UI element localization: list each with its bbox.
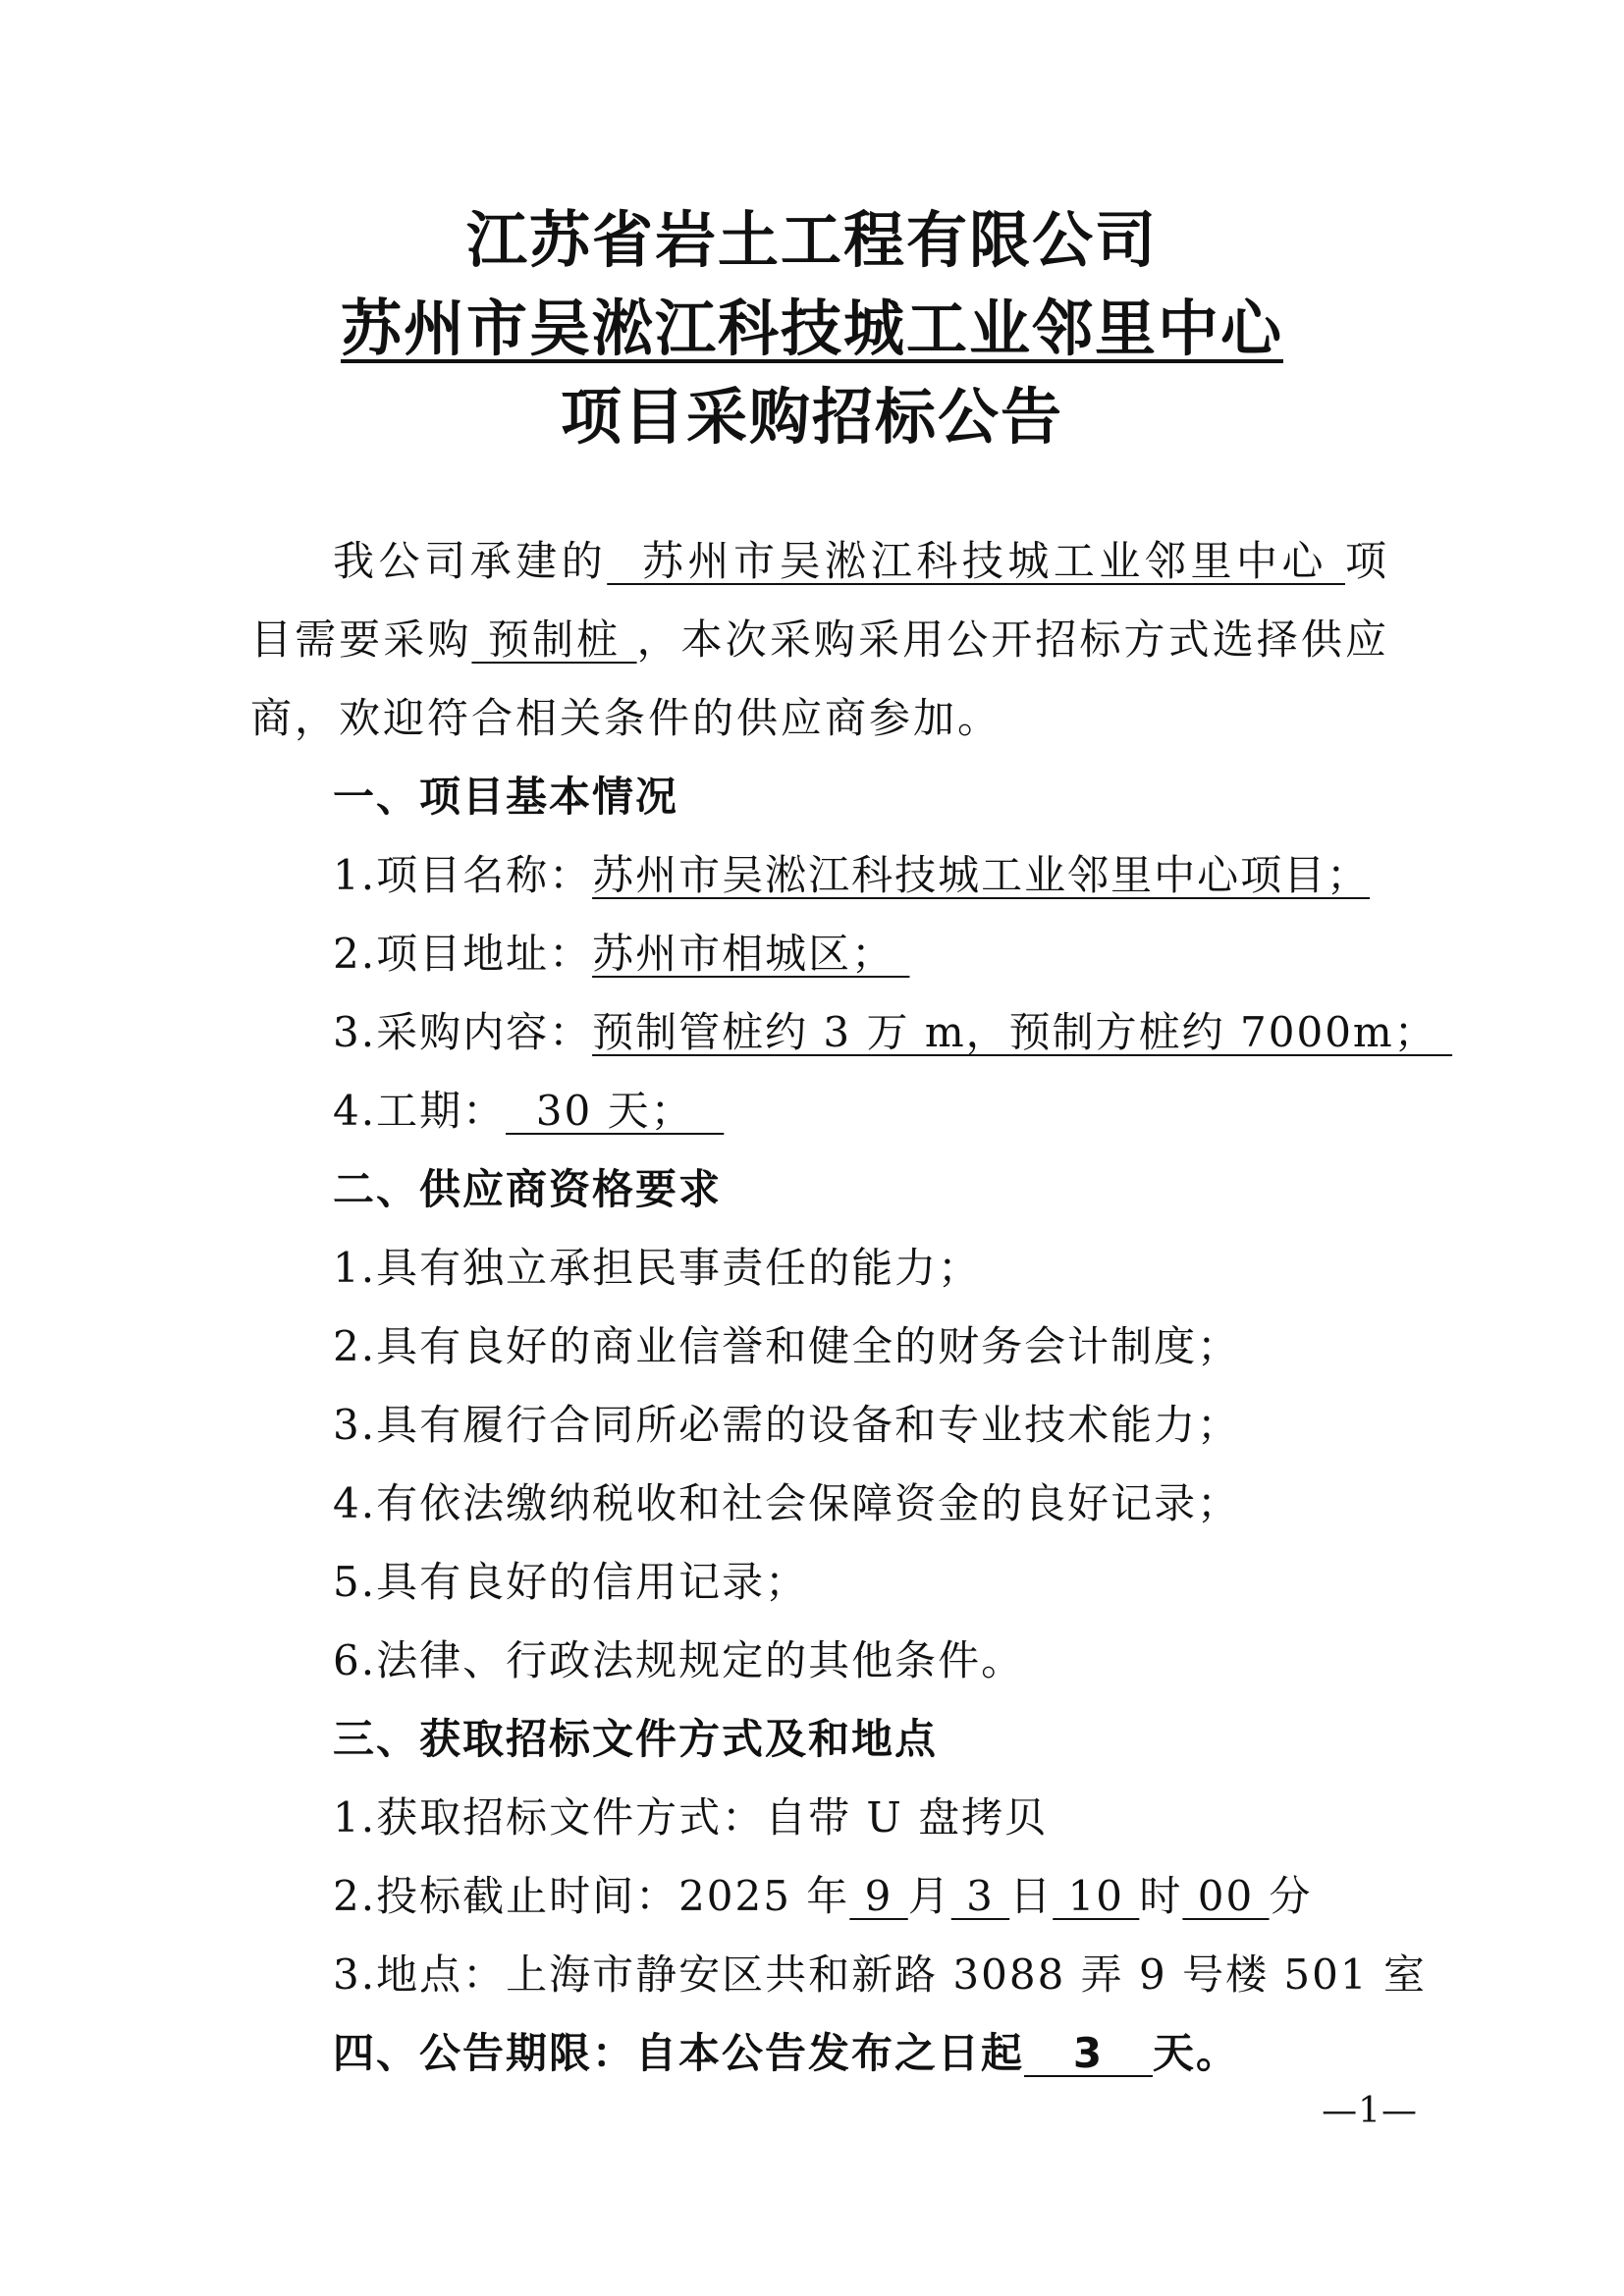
deadline-label: 2.投标截止时间：2025 年 <box>333 1872 850 1920</box>
intro-paragraph <box>250 522 1389 758</box>
deadline-day-unit: 日 <box>1009 1872 1054 1920</box>
document-body <box>250 522 1453 2093</box>
notice-period-unit: 天。 <box>1152 2029 1239 2077</box>
notice-period-label: 四、公告期限：自本公告发布之日起 <box>333 2029 1025 2077</box>
project-address-value: 苏州市相城区； <box>592 930 910 978</box>
announcement-title: 项目采购招标公告 <box>560 381 1063 453</box>
requirement-item: 4.有依法缴纳税收和社会保障资金的良好记录； <box>333 1479 1241 1527</box>
section4-heading <box>250 2014 1389 2093</box>
deadline-line <box>250 1857 1389 1936</box>
section3-heading: 三、获取招标文件方式及和地点 <box>333 1715 939 1763</box>
deadline-month-unit: 月 <box>907 1872 951 1920</box>
duration-value: 30 天； <box>506 1087 725 1135</box>
requirement-item: 3.具有履行合同所必需的设备和专业技术能力； <box>333 1401 1241 1449</box>
section2-heading: 二、供应商资格要求 <box>333 1165 723 1213</box>
deadline-minute-unit: 分 <box>1269 1872 1313 1920</box>
location-line: 3.地点：上海市静安区共和新路 3088 弄 9 号楼 501 室 <box>333 1950 1427 1999</box>
intro-text-1: 我公司承建的 <box>333 537 608 585</box>
deadline-day: 3 <box>950 1872 1010 1920</box>
requirement-item: 6.法律、行政法规规定的其他条件。 <box>333 1636 1025 1684</box>
page-number: —1— <box>1322 2091 1418 2131</box>
intro-text-2: 项目需要采购 <box>250 537 1389 664</box>
document-method-line: 1.获取招标文件方式：自带 U 盘拷贝 <box>333 1793 1049 1842</box>
intro-purchase-item: 预制桩 <box>471 615 637 664</box>
duration-label: 4.工期： <box>333 1087 507 1135</box>
requirement-item: 1.具有独立承担民事责任的能力； <box>333 1244 982 1292</box>
section1-heading: 一、项目基本情况 <box>333 773 679 821</box>
purchase-content-line <box>250 993 1453 1072</box>
deadline-minute: 00 <box>1182 1872 1270 1920</box>
company-title: 江苏省岩土工程有限公司 <box>465 204 1158 276</box>
requirement-item: 2.具有良好的商业信誉和健全的财务会计制度； <box>333 1322 1241 1370</box>
project-title-text: 苏州市吴淞江科技城工业邻里中心 <box>340 293 1283 364</box>
intro-text-3: ，本次采购采用公开招标方式选择供应商，欢迎符合相关条件的供应商参加。 <box>250 615 1389 742</box>
notice-period-days: 3 <box>1024 2029 1153 2077</box>
deadline-month: 9 <box>849 1872 908 1920</box>
deadline-hour-unit: 时 <box>1139 1872 1183 1920</box>
requirement-item: 5.具有良好的信用记录； <box>333 1558 809 1606</box>
project-title <box>0 285 1624 373</box>
intro-project-name: 苏州市吴淞江科技城工业邻里中心 <box>607 537 1345 585</box>
duration-line <box>250 1072 1389 1150</box>
purchase-content-label: 3.采购内容： <box>333 1008 593 1056</box>
project-name-value: 苏州市吴淞江科技城工业邻里中心项目； <box>592 851 1371 899</box>
project-name-label: 1.项目名称： <box>333 851 593 899</box>
purchase-content-value: 预制管桩约 3 万 m，预制方桩约 7000m； <box>592 1008 1453 1056</box>
project-address-label: 2.项目地址： <box>333 930 593 978</box>
deadline-hour: 10 <box>1053 1872 1140 1920</box>
project-address-line <box>250 915 1389 993</box>
project-name-line <box>250 836 1389 915</box>
title-block <box>0 196 1624 461</box>
